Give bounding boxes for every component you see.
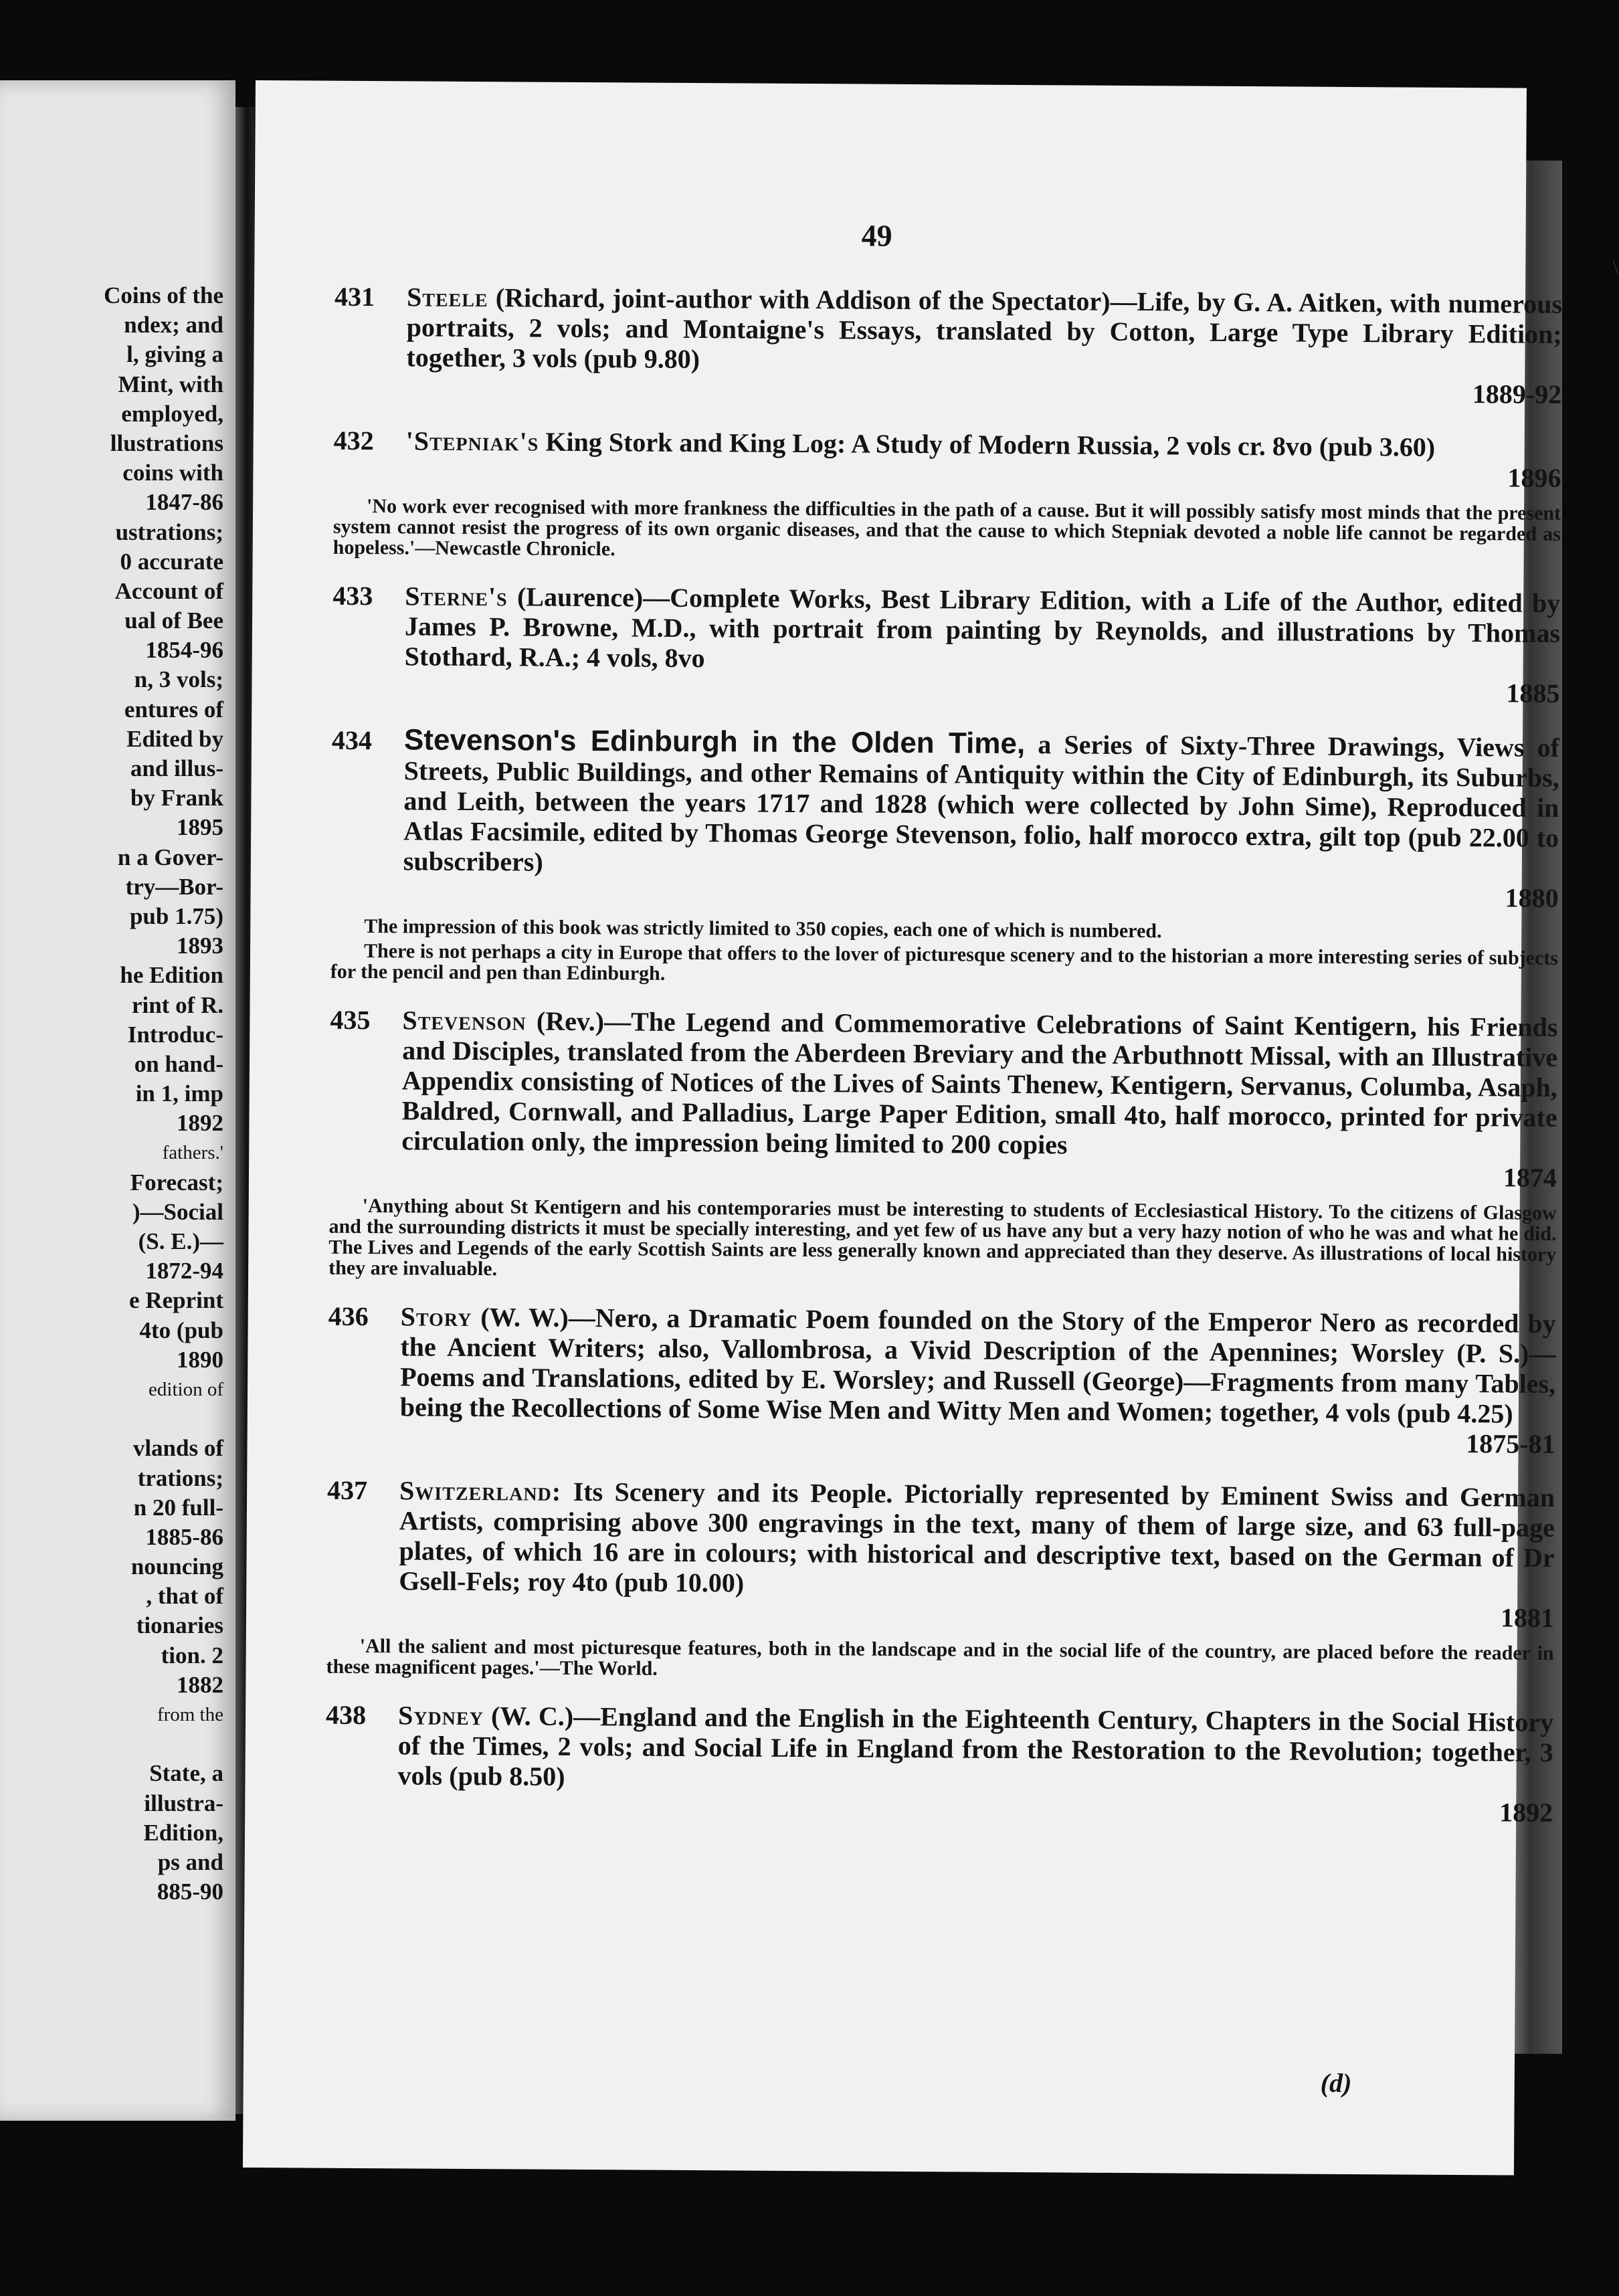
entry-description: Its Scenery and its People. Pictorially represented by Eminent Swiss and German Artists, comprising above 300 engravings in the text, many of them of large size, and 63 full-page plates, of which 16 are in colours; with historical and descriptive text, based on the German of Dr Gsell-Fels; roy 4to (pub 10.00) <box>399 1476 1555 1598</box>
left-page-line: coins with <box>122 460 223 486</box>
entry-text <box>328 1301 1556 1429</box>
entry-author: Sterne's <box>405 581 508 612</box>
left-page-line: vlands of <box>132 1435 223 1462</box>
left-page-line: Account of <box>114 577 223 604</box>
entry-number: 434 <box>331 725 373 756</box>
entry-note: 'No work ever recognised with more frankness the difficulties in the path of a cause. But it will possibly satisfy most minds that the present system cannot resist the progress of its own organic diseases, and that the cause to which Stepniak devoted a noble life cannot be regarded as hopeless.'—Newcastle Chronicle. <box>332 495 1561 561</box>
entry-note: There is not perhaps a city in Europe that offers to the lover of picturesque scenery and to the historian a more interesting series of subjects for the pencil and pen than Edinburgh. <box>330 940 1559 985</box>
entry-description: (Richard, joint-author with Addison of the Spectator)—Life, by G. A. Aitken, with numerous portraits, 2 vols; and Montaigne's Essays, translated by Cotton, Large Type Library Edition; together, 3 vols (pub 9.80) <box>406 282 1563 375</box>
entry-number: 432 <box>333 425 374 456</box>
left-page-line: n, 3 vols; <box>134 666 223 693</box>
catalogue-entry <box>333 425 1561 565</box>
entry-author: Stevenson's Edinburgh in the Olden Time, <box>403 723 1026 761</box>
entry-date: 1880 <box>1505 882 1559 913</box>
entry-number: 437 <box>326 1474 368 1506</box>
left-page-line: Coins of the <box>104 282 223 308</box>
entry-number: 438 <box>325 1699 367 1731</box>
left-page-line: n a Gover- <box>117 844 223 870</box>
left-page-line: State, a <box>149 1760 223 1787</box>
left-page-line: tionaries <box>136 1612 223 1639</box>
left-page-line: (S. E.)— <box>138 1228 223 1254</box>
left-facing-page <box>0 80 235 2121</box>
entry-text <box>329 1005 1557 1163</box>
left-page-line: by Frank <box>130 785 223 811</box>
entry-description: King Stork and King Log: A Study of Modern Russia, 2 vols cr. 8vo (pub 3.60) <box>539 426 1436 462</box>
entry-author: Story <box>400 1301 472 1333</box>
entry-number: 431 <box>334 281 375 312</box>
catalogue-entry <box>325 1700 1553 1828</box>
entry-description: a Series of Sixty-Three Drawings, Views of Streets, Public Buildings, and other Remains of Antiquity within the City of Edinburgh, its Suburbs, and Leith, between the years 1717 and 1828 (which were collected by John Sime), Reproduced in Atlas Facsimile, edited by Thomas George Stevenson, folio, half morocco extra, gilt top (pub 22.00 to subscribers) <box>403 729 1560 877</box>
left-page-line: ps and <box>157 1848 223 1875</box>
entry-description: (W. C.)—England and the English in the Eighteenth Century, Chapters in the Social History of the Times, 2 vols; and Social Life in England from the Restoration to the Revolution; together, 3 vols (pub 8.50) <box>397 1701 1554 1792</box>
entry-date: 1889-92 <box>1472 379 1562 409</box>
left-page-line: he Edition <box>120 962 223 989</box>
entry-number: 435 <box>330 1004 371 1036</box>
entry-note: The impression of this book was strictly limited to 350 copies, each one of which is numbered. <box>364 915 1162 943</box>
entry-text <box>332 581 1561 678</box>
catalogue-entries <box>325 282 1562 1851</box>
left-page-line: ustrations; <box>115 518 223 545</box>
left-page-line: llustrations <box>110 429 223 456</box>
left-page-line: trations; <box>137 1464 223 1491</box>
left-page-line: illustra- <box>144 1790 223 1816</box>
page-number: 49 <box>861 218 892 253</box>
left-page-line: 1885-86 <box>145 1523 223 1550</box>
left-page-line: 885-90 <box>157 1879 223 1905</box>
entry-description: (Rev.)—The Legend and Commemorative Celebrations of Saint Kentigern, his Friends and Disciples, translated from the Aberdeen Breviary and the Arbuthnott Missal, with an Illustrative Appendix consisting of Notices of the Lives of Saints Thenew, Kentigern, Servanus, Columba, Asaph, Baldred, Cornwall, and Palladius, Large Paper Edition, small 4to, half morocco, printed for private circulation only, the impression being limited to 200 copies <box>401 1006 1558 1160</box>
left-page-line: ual of Bee <box>124 607 223 634</box>
entry-date: 1892 <box>1499 1797 1553 1828</box>
left-page-line: ndex; and <box>124 312 223 339</box>
left-page-text <box>0 281 223 1907</box>
left-page-line: Mint, with <box>118 371 223 397</box>
left-page-line: Edited by <box>126 725 223 752</box>
left-page-line: entures of <box>124 696 223 723</box>
entry-date: 1875-81 <box>1466 1428 1555 1459</box>
entry-author: Steele <box>406 282 488 313</box>
entry-text <box>331 725 1559 883</box>
left-page-line: on hand- <box>134 1050 223 1077</box>
left-page-line: 1872-94 <box>145 1258 223 1284</box>
left-page-line: n 20 full- <box>133 1494 223 1521</box>
entry-number: 433 <box>332 580 373 611</box>
entry-author: Switzerland: <box>399 1475 562 1507</box>
entry-note: 'All the salient and most picturesque features, both in the landscape and in the social life of the country, are placed before the reader in these magnificent pages.'—The World. <box>326 1634 1554 1680</box>
entry-author: Sydney <box>397 1700 484 1731</box>
left-page-line: Forecast; <box>130 1169 223 1195</box>
catalogue-entry <box>328 1005 1557 1286</box>
left-page-line: 1892 <box>177 1110 223 1137</box>
entry-text <box>325 1700 1553 1798</box>
left-page-line: edition of <box>149 1378 223 1400</box>
left-page-line: try—Bor- <box>125 873 223 900</box>
left-page-line: l, giving a <box>126 341 223 368</box>
margin-mark: \ <box>1612 256 1618 278</box>
left-page-line: from the <box>157 1704 223 1725</box>
catalogue-entry <box>330 725 1559 989</box>
left-page-line <box>0 1404 223 1434</box>
entry-date: 1874 <box>1503 1162 1557 1193</box>
entry-text <box>326 1475 1555 1603</box>
entry-date: 1885 <box>1506 678 1560 708</box>
left-page-line: , that of <box>146 1583 223 1610</box>
entry-text <box>334 282 1562 379</box>
left-page-line: 1854-96 <box>145 637 223 664</box>
left-page-line: in 1, imp <box>135 1080 223 1107</box>
entry-author: 'Stepniak's <box>405 425 539 457</box>
entry-note: 'Anything about St Kentigern and his contemporaries must be interesting to students of Ecclesiastical History. To the citizens of Glasgow and the surrounding districts it must be specially interesting, and yet few of us have any but a very hazy notion of who he was and what he did. The Lives and Legends of the early Scottish Saints are less generally known and appreciated than they deserve. As illustrations of local history they are invaluable. <box>328 1195 1557 1280</box>
left-page-line: Introduc- <box>127 1021 223 1048</box>
left-page-line: 1890 <box>177 1346 223 1373</box>
left-page-line: 4to (pub <box>139 1317 223 1343</box>
left-page-line: 1882 <box>177 1671 223 1698</box>
catalogue-entry <box>332 581 1560 709</box>
catalogue-page <box>243 80 1618 2176</box>
catalogue-entry <box>334 282 1562 410</box>
left-page-line: 1847-86 <box>145 489 223 516</box>
entry-description: (Laurence)—Complete Works, Best Library Edition, with a Life of the Author, edited by James P. Browne, M.D., with portrait from painting by Reynolds, and illustrations by Thomas Stothard, R.A.; 4 vols, 8vo <box>404 581 1561 674</box>
left-page-line: tion. 2 <box>161 1642 223 1668</box>
left-page-line: rint of R. <box>131 991 223 1018</box>
entry-number: 436 <box>328 1301 369 1332</box>
left-page-line: 0 accurate <box>120 548 223 575</box>
entry-author: Stevenson <box>402 1005 527 1036</box>
entry-description: (W. W.)—Nero, a Dramatic Poem founded on the Story of the Emperor Nero as recorded by the Ancient Writers; also, Vallombrosa, a Vivid Description of the Apennines; Worsley (P. S.)—Poems and Translations, edited by E. Worsley; and Russell (George)—Fragments from many Tables, being the Recollections of Some Wise Men and Witty Men and Women; together, 4 vols (pub 4.25) <box>399 1302 1556 1429</box>
left-page-line <box>0 1729 223 1759</box>
signature-mark: (d) <box>1320 2067 1352 2099</box>
entry-date: 1896 <box>1507 462 1561 493</box>
entry-date: 1881 <box>1500 1602 1555 1633</box>
left-page-line: and illus- <box>130 755 223 781</box>
left-page-line: )—Social <box>132 1198 223 1225</box>
left-page-line: pub 1.75) <box>129 902 223 929</box>
left-page-line: employed, <box>121 400 223 427</box>
left-page-line: nouncing <box>130 1553 223 1580</box>
left-page-line: 1893 <box>177 933 223 959</box>
left-page-line: e Reprint <box>129 1287 223 1314</box>
left-page-line: 1895 <box>177 814 223 841</box>
left-page-line: Edition, <box>143 1819 223 1846</box>
catalogue-entry <box>327 1301 1555 1460</box>
catalogue-entry <box>326 1475 1555 1685</box>
left-page-line: fathers.' <box>162 1142 223 1164</box>
